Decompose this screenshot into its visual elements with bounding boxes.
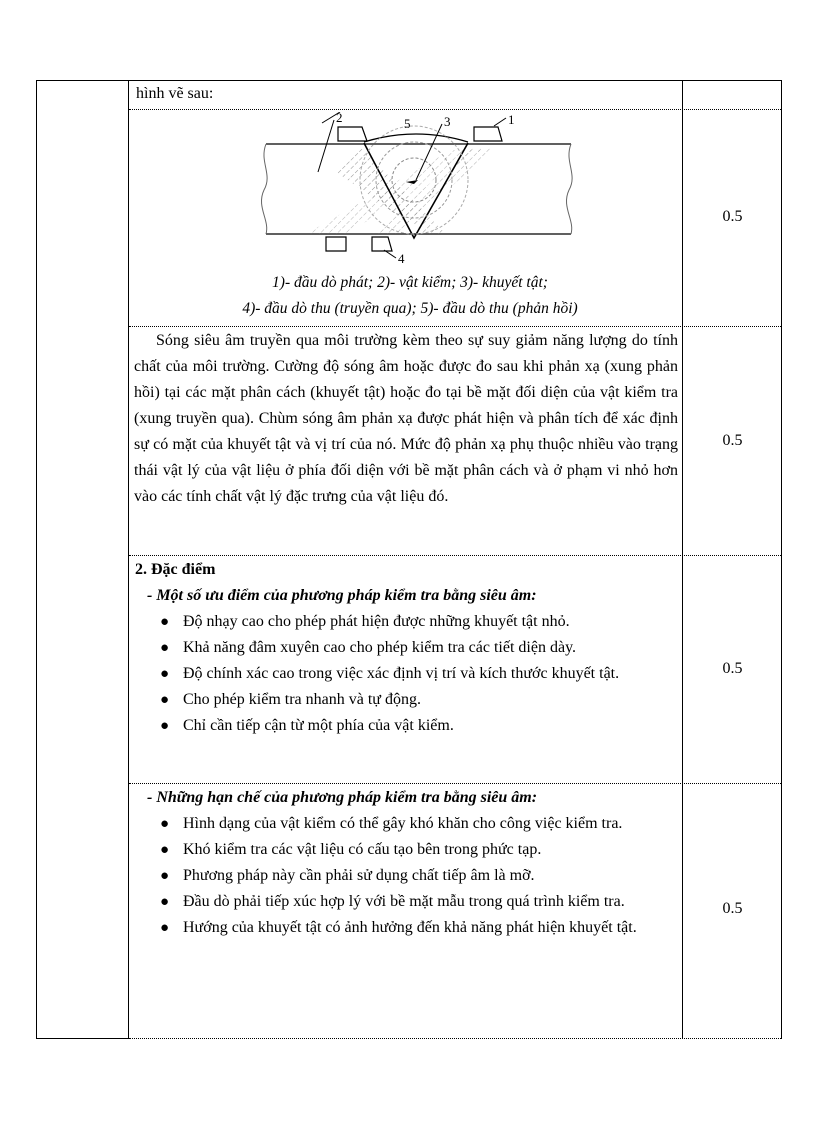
figure-label-5: 5: [404, 116, 411, 131]
score-row-4: 0.5: [722, 660, 743, 677]
limitations-title: - Những hạn chế của phương pháp kiểm tra bằng siêu âm:: [147, 789, 538, 806]
list-item: ● Chỉ cần tiếp cận từ một phía của vật kiểm.: [135, 713, 677, 739]
bullet-icon: ●: [160, 692, 170, 708]
advantages-list: [135, 609, 677, 739]
list-item: ● Phương pháp này cần phải sử dụng chất tiếp âm là mỡ.: [135, 863, 677, 889]
list-item: ● Độ chính xác cao trong việc xác định vị trí và kích thước khuyết tật.: [135, 661, 677, 687]
bullet-icon: ●: [160, 718, 170, 734]
grading-table: [36, 80, 782, 1039]
list-item: ● Khả năng đâm xuyên cao cho phép kiểm tra các tiết diện dày.: [135, 635, 677, 661]
intro-text: hình vẽ sau:: [136, 85, 214, 102]
list-item: ● Hướng của khuyết tật có ảnh hưởng đến khả năng phát hiện khuyết tật.: [135, 915, 677, 941]
limitations-list: [135, 811, 677, 941]
principle-paragraph: Sóng siêu âm truyền qua môi trường kèm theo sự suy giảm năng lượng do tính chất của môi trường. Cường độ sóng âm hoặc được đo sau khi phản xạ (xung phản hồi) tại các mặt phân cách (khuyết tật) hoặc đo tại bề mặt đối diện của vật kiểm tra (xung truyền qua). Chùm sóng âm phản xạ được phát hiện và phân tích để xác định sự có mặt của khuyết tật và vị trí của nó. Mức độ phản xạ phụ thuộc nhiều vào trạng thái vật lý của vật liệu ở phía đối diện với bề mặt phân cách và ở phạm vi nhỏ hơn vào các tính chất vật lý đặc trưng của vật liệu đó.: [134, 332, 678, 505]
bullet-icon: ●: [160, 868, 170, 884]
list-item: ● Cho phép kiểm tra nhanh và tự động.: [135, 687, 677, 713]
figure-label-4: 4: [398, 251, 405, 264]
bullet-icon: ●: [160, 894, 170, 910]
list-item: ● Đầu dò phải tiếp xúc hợp lý với bề mặt mẫu trong quá trình kiểm tra.: [135, 889, 677, 915]
list-item: ● Hình dạng của vật kiểm có thể gây khó khăn cho công việc kiểm tra.: [135, 811, 677, 837]
figure-label-2: 2: [336, 112, 343, 125]
score-row-2: 0.5: [722, 208, 743, 225]
bullet-icon: ●: [160, 666, 170, 682]
score-row-5: 0.5: [722, 900, 743, 917]
advantages-block: [135, 557, 677, 739]
score-row-3: 0.5: [722, 432, 743, 449]
figure-caption-line-1: 1)- đầu dò phát; 2)- vật kiểm; 3)- khuyết tật;: [272, 274, 548, 291]
list-item: ● Độ nhạy cao cho phép phát hiện được những khuyết tật nhỏ.: [135, 609, 677, 635]
figure-caption-line-2: 4)- đầu dò thu (truyền qua); 5)- đầu dò thu (phản hồi): [242, 300, 578, 317]
bullet-icon: ●: [160, 614, 170, 630]
advantages-title: - Một số ưu điểm của phương pháp kiểm tra bằng siêu âm:: [147, 587, 537, 604]
bullet-icon: ●: [160, 816, 170, 832]
bullet-icon: ●: [160, 842, 170, 858]
list-item: ● Khó kiểm tra các vật liệu có cấu tạo bên trong phức tạp.: [135, 837, 677, 863]
bullet-icon: ●: [160, 920, 170, 936]
figure-label-3: 3: [444, 114, 451, 129]
ultrasonic-figure: [246, 112, 586, 264]
figure-label-1: 1: [508, 112, 515, 127]
bullet-icon: ●: [160, 640, 170, 656]
section-heading: 2. Đặc điểm: [135, 561, 216, 578]
limitations-block: [135, 785, 677, 941]
